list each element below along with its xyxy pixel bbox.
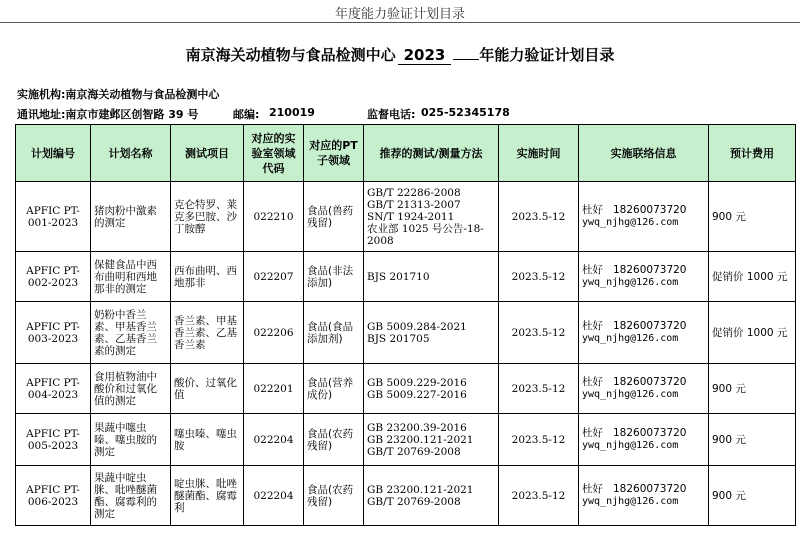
plan-name: 猪肉粉中激素的测定 xyxy=(91,182,171,252)
method: BJS 201710 xyxy=(367,270,430,283)
method: GB/T 21313-2007 xyxy=(367,198,461,211)
method: GB 23200.121-2021 xyxy=(367,433,474,446)
contact-name: 杜好 xyxy=(582,264,603,276)
method: GB 23200.121-2021 xyxy=(367,483,474,496)
contact xyxy=(579,414,709,466)
postcode-value: 210019 xyxy=(269,106,315,119)
methods xyxy=(364,302,499,364)
impl-time: 2023.5-12 xyxy=(499,364,579,414)
org-label: 实施机构: xyxy=(17,88,66,101)
field-code: 022210 xyxy=(244,182,304,252)
address-line xyxy=(17,106,797,122)
field-code: 022201 xyxy=(244,364,304,414)
contact-email[interactable]: ywq_njhg@126.com xyxy=(582,389,679,400)
header-fee: 预计费用 xyxy=(709,125,796,182)
fee: 900 元 xyxy=(709,182,796,252)
test-items: 酸价、过氧化值 xyxy=(171,364,244,414)
plan-name: 保健食品中西布曲明和西地那非的测定 xyxy=(91,252,171,302)
header-time: 实施时间 xyxy=(499,125,579,182)
contact-email[interactable]: ywq_njhg@126.com xyxy=(582,277,679,288)
address-label: 通讯地址: xyxy=(17,108,66,121)
phone-value: 025-52345178 xyxy=(421,106,510,119)
methods xyxy=(364,466,499,526)
table-row xyxy=(16,364,796,414)
sub-field: 食品(食品添加剂) xyxy=(304,302,364,364)
header-code: 计划编号 xyxy=(16,125,91,182)
method: GB/T 20769-2008 xyxy=(367,495,461,508)
contact-phone: 18260073720 xyxy=(613,483,687,495)
method: GB/T 22286-2008 xyxy=(367,186,461,199)
contact-phone: 18260073720 xyxy=(613,427,687,439)
contact xyxy=(579,302,709,364)
header-sub-field: 对应的PT 子领域 xyxy=(304,125,364,182)
impl-time: 2023.5-12 xyxy=(499,252,579,302)
test-items: 噻虫嗪、噻虫胺 xyxy=(171,414,244,466)
contact xyxy=(579,252,709,302)
field-code: 022204 xyxy=(244,466,304,526)
field-code: 022204 xyxy=(244,414,304,466)
table-header-row xyxy=(16,125,796,182)
plan-code: APFIC PT-006-2023 xyxy=(16,466,91,526)
phone-label: 监督电话: xyxy=(367,108,416,121)
fee: 900 元 xyxy=(709,466,796,526)
method: SN/T 1924-2011 xyxy=(367,210,455,223)
plan-name: 奶粉中香兰素、甲基香兰素、乙基香兰素的测定 xyxy=(91,302,171,364)
contact-name: 杜好 xyxy=(582,427,603,439)
impl-time: 2023.5-12 xyxy=(499,302,579,364)
postcode-label: 邮编: xyxy=(233,108,260,121)
table-row xyxy=(16,182,796,252)
org-value: 南京海关动植物与食品检测中心 xyxy=(65,88,220,101)
contact xyxy=(579,466,709,526)
contact-name: 杜好 xyxy=(582,204,603,216)
method: GB 5009.227-2016 xyxy=(367,388,467,401)
method: GB 5009.229-2016 xyxy=(367,376,467,389)
title-year: 2023 xyxy=(398,46,452,65)
test-items: 啶虫脒、吡唑醚菌酯、腐霉利 xyxy=(171,466,244,526)
plan-code: APFIC PT-005-2023 xyxy=(16,414,91,466)
method: GB 5009.284-2021 xyxy=(367,320,467,333)
test-items: 克仑特罗、莱克多巴胺、沙丁胺醇 xyxy=(171,182,244,252)
fee: 900 元 xyxy=(709,414,796,466)
methods xyxy=(364,182,499,252)
sub-field: 食品(兽药残留) xyxy=(304,182,364,252)
contact-name: 杜好 xyxy=(582,376,603,388)
contact-email[interactable]: ywq_njhg@126.com xyxy=(582,440,679,451)
method: 农业部 1025 号公告-18-2008 xyxy=(367,222,484,247)
impl-time: 2023.5-12 xyxy=(499,182,579,252)
method: GB 23200.39-2016 xyxy=(367,421,467,434)
field-code: 022207 xyxy=(244,252,304,302)
header-contact: 实施联络信息 xyxy=(579,125,709,182)
contact-phone: 18260073720 xyxy=(613,376,687,388)
contact-email[interactable]: ywq_njhg@126.com xyxy=(582,333,679,344)
plan-name: 果蔬中噻虫嗪、噻虫胺的测定 xyxy=(91,414,171,466)
contact-name: 杜好 xyxy=(582,483,603,495)
title-blank xyxy=(453,58,479,60)
impl-time: 2023.5-12 xyxy=(499,466,579,526)
contact-phone: 18260073720 xyxy=(613,264,687,276)
table-row xyxy=(16,414,796,466)
methods xyxy=(364,414,499,466)
header-field-code: 对应的实验室领域代码 xyxy=(244,125,304,182)
method: BJS 201705 xyxy=(367,332,430,345)
contact-email[interactable]: ywq_njhg@126.com xyxy=(582,496,679,507)
header-name: 计划名称 xyxy=(91,125,171,182)
plan-code: APFIC PT-002-2023 xyxy=(16,252,91,302)
methods xyxy=(364,364,499,414)
plan-code: APFIC PT-003-2023 xyxy=(16,302,91,364)
table-row xyxy=(16,252,796,302)
plan-code: APFIC PT-001-2023 xyxy=(16,182,91,252)
sub-field: 食品(农药残留) xyxy=(304,466,364,526)
fee: 促销价 1000 元 xyxy=(709,252,796,302)
impl-time: 2023.5-12 xyxy=(499,414,579,466)
title-prefix: 南京海关动植物与食品检测中心 xyxy=(185,46,396,64)
document-title xyxy=(0,44,800,65)
org-line xyxy=(17,86,219,102)
contact-name: 杜好 xyxy=(582,320,603,332)
methods xyxy=(364,252,499,302)
method: GB/T 20769-2008 xyxy=(367,445,461,458)
fee: 900 元 xyxy=(709,364,796,414)
sub-field: 食品(农药残留) xyxy=(304,414,364,466)
title-suffix: 年能力验证计划目录 xyxy=(479,46,615,64)
plan-name: 食用植物油中酸价和过氧化值的测定 xyxy=(91,364,171,414)
table-row xyxy=(16,302,796,364)
header-rule xyxy=(0,22,800,23)
header-methods: 推荐的测试/测量方法 xyxy=(364,125,499,182)
page-header: 年度能力验证计划目录 xyxy=(334,7,465,22)
sub-field: 食品(非法添加) xyxy=(304,252,364,302)
header-items: 测试项目 xyxy=(171,125,244,182)
test-items: 西布曲明、西地那非 xyxy=(171,252,244,302)
contact xyxy=(579,182,709,252)
contact-phone: 18260073720 xyxy=(613,320,687,332)
plan-code: APFIC PT-004-2023 xyxy=(16,364,91,414)
fee: 促销价 1000 元 xyxy=(709,302,796,364)
field-code: 022206 xyxy=(244,302,304,364)
address-value: 南京市建邺区创智路 39 号 xyxy=(65,108,199,121)
plan-name: 果蔬中啶虫脒、吡唑醚菌酯、腐霉利的测定 xyxy=(91,466,171,526)
table-row xyxy=(16,466,796,526)
contact-email[interactable]: ywq_njhg@126.com xyxy=(582,217,679,228)
test-items: 香兰素、甲基香兰素、乙基香兰素 xyxy=(171,302,244,364)
contact-phone: 18260073720 xyxy=(613,204,687,216)
plan-table xyxy=(15,124,796,526)
contact xyxy=(579,364,709,414)
sub-field: 食品(营养成份) xyxy=(304,364,364,414)
